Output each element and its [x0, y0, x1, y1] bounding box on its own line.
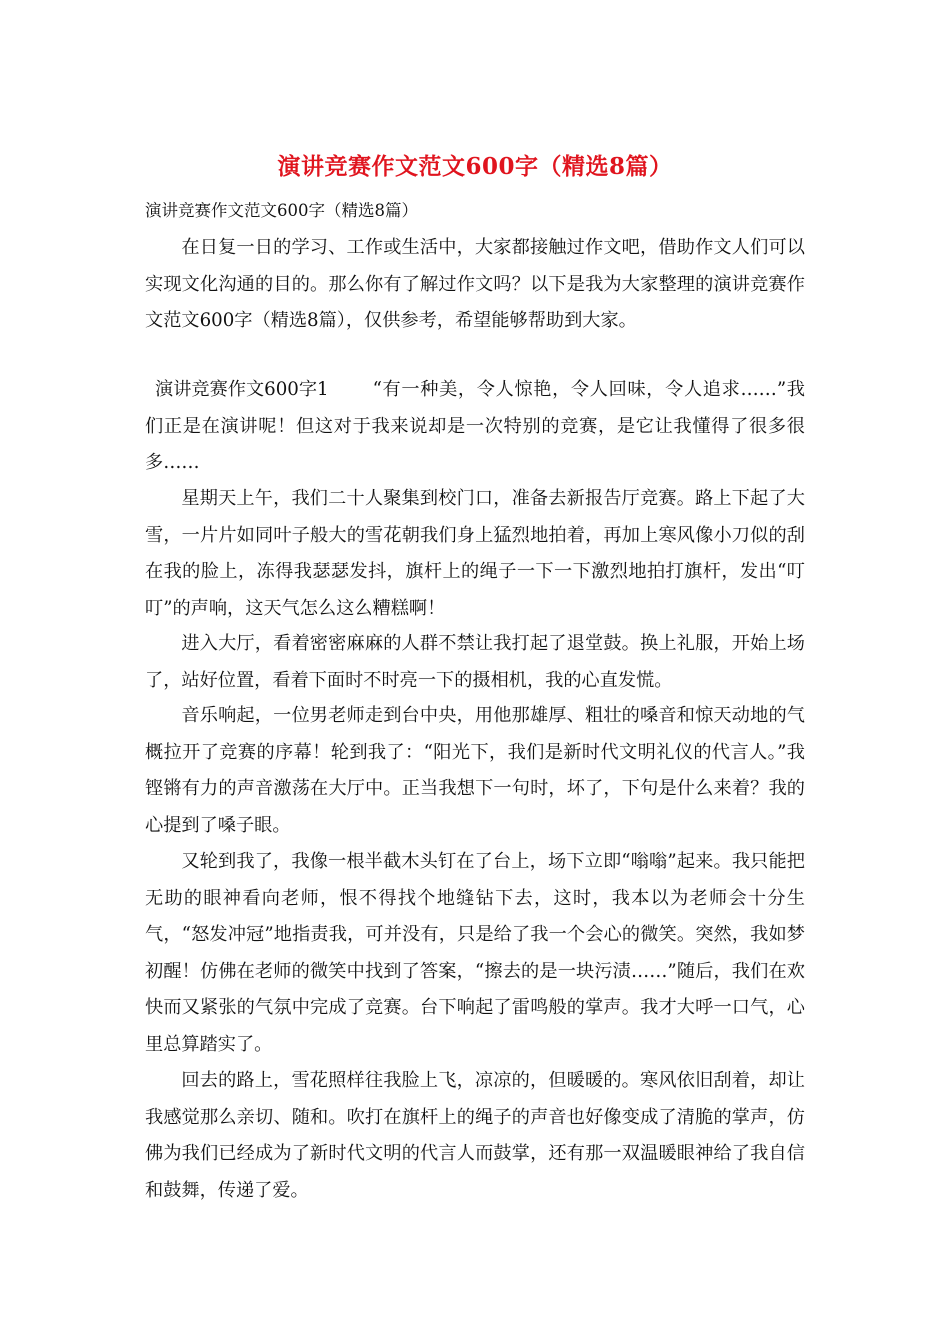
document-subtitle: 演讲竞赛作文范文600字（精选8篇）	[145, 201, 418, 220]
document-title: 演讲竞赛作文范文600字（精选8篇）	[277, 153, 673, 180]
body-paragraph: 又轮到我了，我像一根半截木头钉在了台上，场下立即“嗡嗡”起来。我只能把无助的眼神看向老师，恨不得找个地缝钻下去，这时，我本以为老师会十分生气，“怒发冲冠”地指责我，可并没有，只是给了我一个会心的微笑。突然，我如梦初醒！仿佛在老师的微笑中找到了答案，“擦去的是一块污渍……”随后，我们在欢快而又紧张的气氛中完成了竞赛。台下响起了雷鸣般的掌声。我才大呼一口气，心里总算踏实了。	[145, 851, 805, 1055]
body-paragraph: 星期天上午，我们二十人聚集到校门口，准备去新报告厅竞赛。路上下起了大雪，一片片如同叶子般大的雪花朝我们身上猛烈地拍着，再加上寒风像小刀似的刮在我的脸上，冻得我瑟瑟发抖，旗杆上的绳子一下一下激烈地拍打旗杆，发出“叮叮”的声响，这天气怎么这么糟糕啊！	[145, 488, 805, 619]
section-heading: 演讲竞赛作文600字1	[155, 379, 329, 400]
body-paragraph: 音乐响起，一位男老师走到台中央，用他那雄厚、粗壮的嗓音和惊天动地的气概拉开了竞赛的序幕！轮到我了：“阳光下，我们是新时代文明礼仪的代言人。”我铿锵有力的声音激荡在大厅中。正当我想下一句时，坏了，下句是什么来着？我的心提到了嗓子眼。	[145, 705, 805, 836]
intro-paragraph: 在日复一日的学习、工作或生活中，大家都接触过作文吧，借助作文人们可以实现文化沟通的目的。那么你有了解过作文吗？以下是我为大家整理的演讲竞赛作文范文600字（精选8篇），仅供参考，希望能够帮助到大家。	[145, 237, 805, 332]
section-1-paragraph	[145, 372, 805, 482]
body-paragraph: 回去的路上，雪花照样往我脸上飞，凉凉的，但暖暖的。寒风依旧刮着，却让我感觉那么亲切、随和。吹打在旗杆上的绳子的声音也好像变成了清脆的掌声，仿佛为我们已经成为了新时代文明的代言人而鼓掌，还有那一双温暖眼神给了我自信和鼓舞，传递了爱。	[145, 1070, 805, 1201]
section-1-text: “有一种美，令人惊艳，令人回味，令人追求……”我们正是在演讲呢！但这对于我来说却是一次特别的竞赛，是它让我懂得了很多很多……	[145, 379, 805, 474]
body-paragraph: 进入大厅，看着密密麻麻的人群不禁让我打起了退堂鼓。换上礼服，开始上场了，站好位置，看着下面时不时亮一下的摄相机，我的心直发慌。	[145, 633, 805, 691]
